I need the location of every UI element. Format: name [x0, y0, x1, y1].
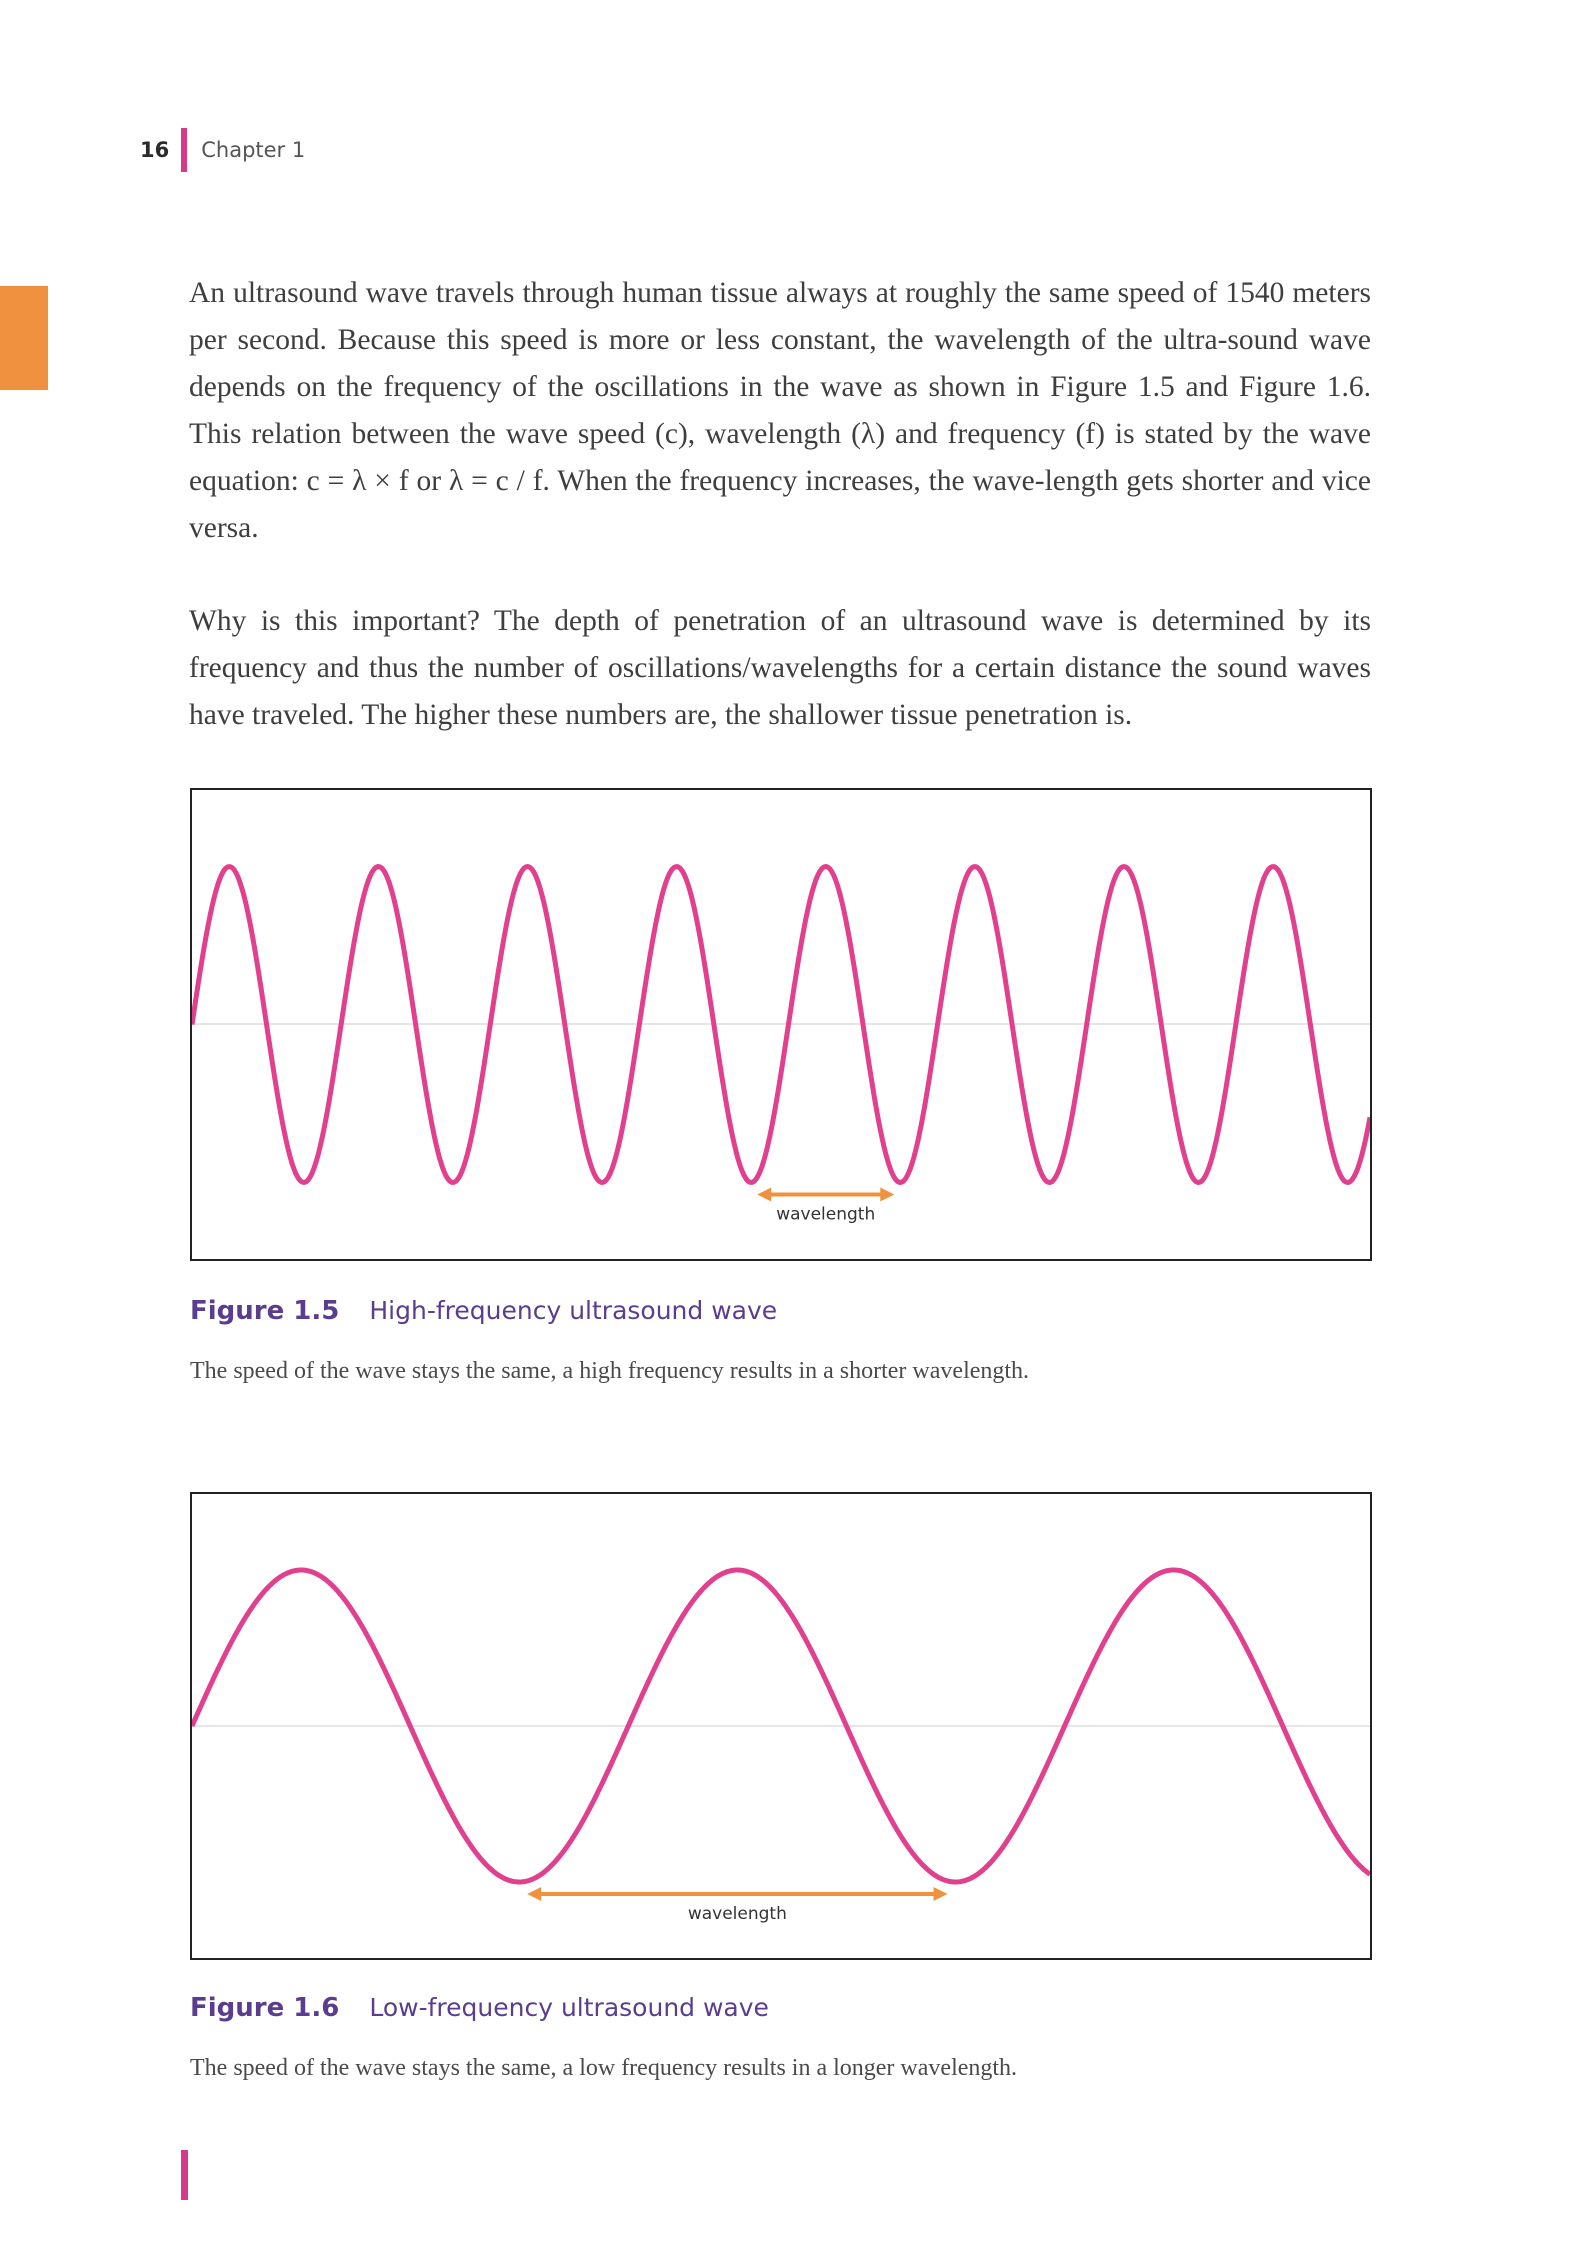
footer-accent-bar — [181, 2150, 188, 2200]
figure-1-5-description: The speed of the wave stays the same, a high frequency results in a shorter wavelength. — [190, 1358, 1030, 1384]
arrow-head-right — [880, 1188, 894, 1202]
page-number: 16 — [140, 138, 170, 162]
body-paragraph-2: Why is this important? The depth of penetration of an ultrasound wave is determined by its frequency and thus the number of oscillations/wavelengths for a certain distance the sound waves have traveled. The higher these numbers are, the shallower tissue penetration is. — [189, 605, 1371, 731]
wavelength-label: wavelength — [687, 1904, 787, 1924]
body-paragraph-1: An ultrasound wave travels through human tissue always at roughly the same speed of 1540 meters per second. Because this speed is more or less constant, the wavelength of the ultra-sound wave depends on the frequency of the oscillations in the wave as shown in Figure 1.5 and Figure 1.6. This relation between the wave speed (c), wavelength (λ) and frequency (f) is stated by the wave equation: c = λ × f or λ = c / f. When the frequency increases, the wave-length gets shorter and vice versa. — [189, 277, 1371, 544]
wavelength-arrow — [527, 1887, 947, 1901]
low-frequency-wave-diagram — [192, 1494, 1370, 1958]
figure-1-5-caption — [190, 1296, 1372, 1326]
figure-title: High-frequency ultrasound wave — [369, 1296, 778, 1325]
figure-number: Figure 1.5 — [190, 1296, 340, 1326]
wavelength-label: wavelength — [776, 1204, 876, 1225]
header-accent-bar — [181, 128, 187, 172]
figure-1-6-description: The speed of the wave stays the same, a low frequency results in a longer wavelength. — [190, 2055, 1018, 2081]
arrow-head-right — [934, 1887, 948, 1901]
figure-1-6-caption — [190, 1993, 1372, 2023]
figure-1-6-panel — [190, 1492, 1372, 1960]
chapter-side-tab — [0, 286, 48, 390]
arrow-head-left — [757, 1188, 771, 1202]
figure-1-5-panel — [190, 788, 1372, 1261]
wavelength-arrow — [757, 1188, 894, 1202]
high-frequency-wave-diagram — [192, 790, 1370, 1259]
chapter-label: Chapter 1 — [201, 138, 306, 162]
figure-number: Figure 1.6 — [190, 1993, 340, 2023]
arrow-head-left — [527, 1887, 541, 1901]
figure-title: Low-frequency ultrasound wave — [369, 1993, 769, 2022]
page-header — [140, 128, 305, 172]
